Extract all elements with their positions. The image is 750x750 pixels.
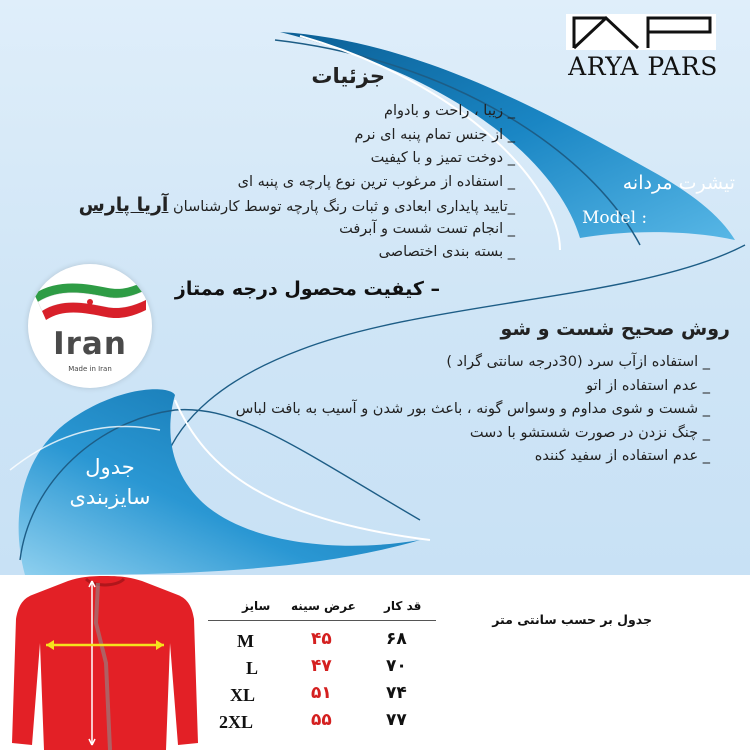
wash-item: _ عدم استفاده از سفید کننده — [534, 448, 710, 465]
wash-title: روش صحیح شست و شو — [500, 318, 730, 340]
wash-item: _ عدم استفاده از اتو — [586, 377, 710, 394]
shirt-measurement-icon — [10, 573, 200, 750]
wash-item: _ چنگ نزدن در صورت شستشو با دست — [469, 424, 710, 441]
length-cell: ۶۸ — [386, 629, 407, 649]
ap-logo-mark — [566, 14, 716, 50]
header-size: سایز — [242, 599, 271, 613]
size-chart-title-line1: جدول — [85, 455, 135, 479]
chest-cell: ۵۱ — [311, 683, 332, 703]
size-chart-title — [50, 452, 170, 512]
details-title: جزئیات — [311, 64, 385, 88]
length-cell: ۷۷ — [386, 710, 407, 730]
chest-cell: ۴۷ — [311, 656, 332, 676]
details-item: _ بسته بندی اختصاصی — [378, 244, 515, 260]
model-title: تیشرت مردانه — [622, 172, 735, 194]
details-item-text: _تایید پایداری ابعادی و ثبات رنگ پارچه توسط کارشناسان — [173, 199, 515, 215]
size-chart-note: جدول بر حسب سانتی متر — [492, 612, 652, 627]
chest-cell: ۴۵ — [311, 629, 332, 649]
details-list — [78, 100, 515, 265]
made-in-iran-badge — [28, 264, 152, 388]
size-chart-title-line2: سایزبندی — [69, 485, 151, 509]
wash-list — [150, 351, 710, 469]
details-item: _ از جنس تمام پنبه ای نرم — [354, 126, 515, 143]
details-item: _ دوخت تمیز و با کیفیت — [370, 150, 515, 166]
size-cell: 2XL — [219, 712, 254, 732]
details-item — [78, 194, 515, 218]
size-cell: L — [246, 658, 259, 678]
details-item: _ انجام تست شست و آبرفت — [339, 220, 515, 237]
model-label: Model : — [582, 208, 648, 228]
details-item: _ زیبا ، راحت و بادوام — [384, 103, 515, 119]
made-in-iran-text: Made in Iran — [68, 365, 112, 373]
brand-logo — [548, 14, 738, 84]
size-cell: XL — [230, 685, 256, 705]
iran-flag-icon — [28, 264, 152, 334]
length-cell: ۷۰ — [386, 656, 407, 676]
length-cell: ۷۴ — [386, 683, 407, 703]
chest-cell: ۵۵ — [311, 710, 332, 730]
quality-statement: – کیفیت محصول درجه ممتاز — [174, 278, 440, 300]
iran-word: Iran — [53, 326, 127, 362]
header-length: قد کار — [384, 599, 422, 613]
wash-item: _ شست و شوی مداوم و وسواس گونه ، باعث بور شدن و آسیب به بافت لباس — [235, 401, 710, 418]
brand-name: ARYA PARS — [568, 52, 718, 81]
details-item: _ استفاده از مرغوب ترین نوع پارچه ی پنبه ای — [237, 173, 515, 190]
size-cell: M — [237, 631, 254, 651]
brand-name-fa: آریا پارس — [78, 194, 169, 216]
table-header-divider — [208, 620, 436, 621]
wash-item: _ استفاده ازآب سرد (30درجه سانتی گراد ) — [446, 354, 710, 370]
header-chest: عرض سینه — [291, 599, 356, 613]
